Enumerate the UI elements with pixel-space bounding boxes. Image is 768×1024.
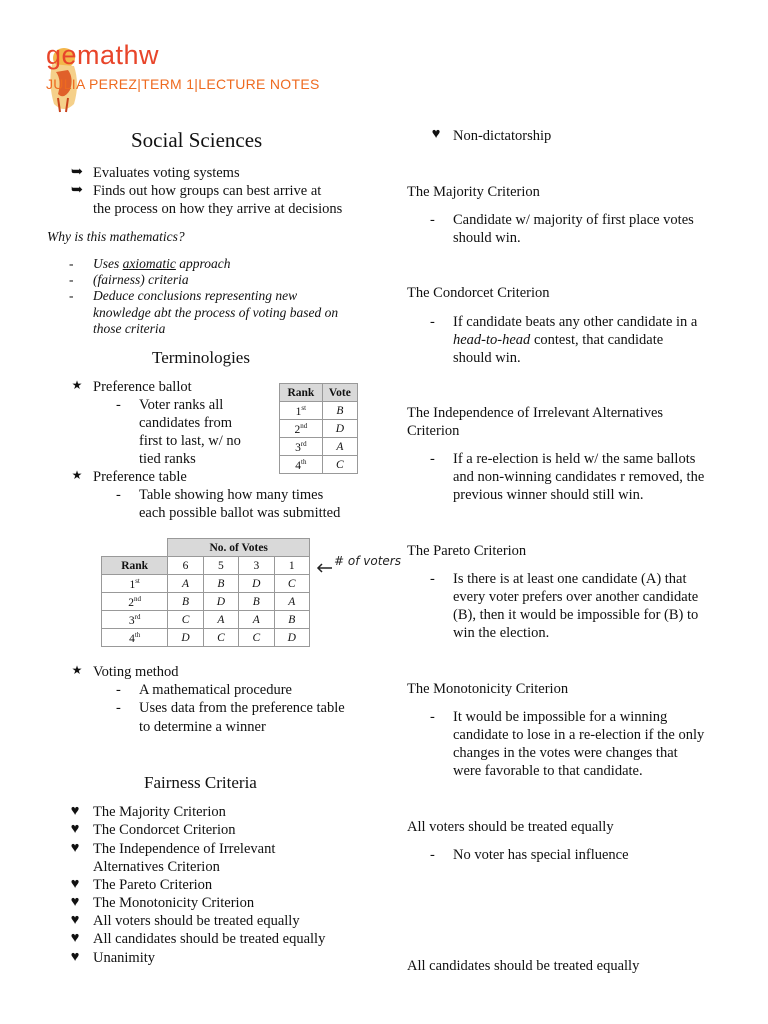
fairness-item: Unanimity: [93, 950, 156, 966]
fairness-item: Alternatives Criterion: [93, 859, 220, 875]
annotation-text-line: [334, 554, 401, 568]
dash-bullet: -: [430, 314, 435, 330]
rank-cell: 3rd: [102, 611, 168, 629]
why-heading: Why is this mathematics?: [47, 229, 185, 244]
vote-cell: A: [322, 438, 357, 456]
star-bullet-icon: ★: [71, 378, 83, 392]
criterion-desc: were favorable to that candidate.: [453, 763, 643, 779]
brand-title: gemathw: [46, 40, 160, 70]
section-title-terminologies: Terminologies: [152, 348, 250, 367]
term-desc: first to last, w/ no: [139, 433, 241, 449]
rank-cell: 1st: [102, 575, 168, 593]
dash-bullet: -: [69, 256, 74, 271]
term-desc: Voter ranks all: [139, 397, 224, 413]
dash-bullet: -: [116, 487, 121, 503]
heart-bullet-icon: ♥: [70, 894, 80, 910]
section-title-social-sciences: Social Sciences: [131, 128, 263, 152]
criterion-title: Criterion: [407, 423, 460, 439]
bullet-text: Finds out how groups can best arrive at: [93, 183, 322, 199]
fairness-item: All candidates should be treated equally: [93, 931, 326, 947]
pref-cell: D: [274, 629, 309, 647]
dash-bullet: -: [116, 682, 121, 698]
dash-bullet: -: [430, 451, 435, 467]
why-item: Uses axiomatic approach: [93, 256, 231, 271]
pref-cell: A: [274, 593, 309, 611]
criterion-desc: Is there is at least one candidate (A) that: [453, 571, 687, 587]
rank-cell: 2nd: [102, 593, 168, 611]
star-bullet-icon: ★: [71, 663, 83, 677]
dash-bullet: -: [430, 212, 435, 228]
criterion-desc: changes in the votes were changes that: [453, 745, 678, 761]
criterion-desc: win the election.: [453, 625, 550, 641]
pref-cell: A: [239, 611, 274, 629]
rank-cell: 3rd: [280, 438, 323, 456]
rank-cell: 4th: [102, 629, 168, 647]
rank-cell: 2nd: [280, 420, 323, 438]
fairness-item: The Pareto Criterion: [93, 877, 213, 893]
vote-count-cell: 3: [239, 557, 274, 575]
fairness-item: Non-dictatorship: [453, 128, 552, 144]
star-bullet-icon: ★: [71, 468, 83, 482]
term-desc: to determine a winner: [139, 719, 266, 735]
criterion-desc: should win.: [453, 230, 521, 246]
term-label: Voting method: [93, 664, 179, 680]
pref-cell: C: [168, 611, 203, 629]
criterion-desc: should win.: [453, 350, 521, 366]
fairness-item: All voters should be treated equally: [93, 913, 300, 929]
why-item: (fairness) criteria: [93, 272, 189, 287]
italic-phrase: head-to-head: [453, 332, 531, 348]
criterion-desc: (B), then it would be impossible for (B) to: [453, 607, 699, 623]
preference-table: [101, 538, 310, 647]
heart-bullet-icon: ♥: [70, 803, 80, 819]
term-desc: tied ranks: [139, 451, 196, 467]
pref-cell: C: [274, 575, 309, 593]
fairness-item: The Monotonicity Criterion: [93, 895, 255, 911]
dash-bullet: -: [430, 571, 435, 587]
pref-cell: B: [203, 575, 238, 593]
arrow-bullet-icon: ➥: [70, 164, 84, 180]
pref-cell: B: [168, 593, 203, 611]
why-item: knowledge abt the process of voting based on: [93, 305, 339, 320]
criterion-desc: It would be impossible for a winning: [453, 709, 668, 725]
vote-cell: D: [322, 420, 357, 438]
pref-cell: A: [203, 611, 238, 629]
criterion-desc: No voter has special influence: [453, 847, 629, 863]
term-desc: each possible ballot was submitted: [139, 505, 341, 521]
term-label: Preference table: [93, 469, 187, 485]
ballot-table: [279, 383, 358, 474]
arrow-bullet-icon: ➥: [70, 182, 84, 198]
pref-cell: C: [203, 629, 238, 647]
criterion-desc: If candidate beats any other candidate in a: [453, 314, 698, 330]
heart-bullet-icon: ♥: [70, 821, 80, 837]
criterion-title: The Majority Criterion: [407, 184, 540, 200]
vote-count-cell: 5: [203, 557, 238, 575]
section-title-fairness: Fairness Criteria: [144, 773, 257, 792]
term-desc: Table showing how many times: [139, 487, 324, 503]
heart-bullet-icon: ♥: [70, 912, 80, 928]
rank-cell: 1st: [280, 402, 323, 420]
header-subtitle: JULIA PEREZ|TERM 1|LECTURE NOTES: [46, 76, 320, 92]
term-desc: candidates from: [139, 415, 233, 431]
vote-cell: C: [322, 456, 357, 474]
ballot-table-header: Rank: [280, 384, 323, 402]
handwritten-annotation: [318, 552, 401, 586]
criterion-desc: previous winner should still win.: [453, 487, 644, 503]
pref-cell: B: [239, 593, 274, 611]
criterion-title: All voters should be treated equally: [407, 819, 614, 835]
bullet-text: Evaluates voting systems: [93, 165, 240, 181]
dash-bullet: -: [69, 272, 74, 287]
dash-bullet: -: [430, 709, 435, 725]
rank-cell: 4th: [280, 456, 323, 474]
heart-bullet-icon: ♥: [70, 930, 80, 946]
heart-bullet-icon: ♥: [70, 876, 80, 892]
fairness-item: The Condorcet Criterion: [93, 822, 236, 838]
votes-table-rank-header: Rank: [102, 557, 168, 575]
heart-bullet-icon: ♥: [431, 126, 441, 142]
dash-bullet: -: [116, 397, 121, 413]
vote-count-cell: 1: [274, 557, 309, 575]
term-desc: Uses data from the preference table: [139, 700, 345, 716]
dash-bullet: -: [69, 288, 74, 303]
votes-table-title: No. of Votes: [168, 539, 310, 557]
fairness-item: The Independence of Irrelevant: [93, 841, 276, 857]
criterion-desc: If a re-election is held w/ the same ballots: [453, 451, 696, 467]
annotation-text: # of voters: [334, 554, 401, 568]
vote-cell: B: [322, 402, 357, 420]
criterion-title: The Independence of Irrelevant Alternatives: [407, 405, 664, 421]
criterion-title: The Condorcet Criterion: [407, 285, 550, 301]
heart-bullet-icon: ♥: [70, 840, 80, 856]
criterion-desc: head-to-head contest, that candidate: [453, 332, 664, 348]
vote-count-cell: 6: [168, 557, 203, 575]
pref-cell: D: [168, 629, 203, 647]
pref-cell: A: [168, 575, 203, 593]
why-item: Deduce conclusions representing new: [93, 288, 298, 303]
term-desc: A mathematical procedure: [139, 682, 292, 698]
pref-cell: D: [203, 593, 238, 611]
criterion-title: The Monotonicity Criterion: [407, 681, 569, 697]
fairness-item: The Majority Criterion: [93, 804, 226, 820]
criterion-desc: and non-winning candidates r removed, the: [453, 469, 705, 485]
criterion-desc: every voter prefers over another candidate: [453, 589, 699, 605]
pref-cell: D: [239, 575, 274, 593]
criterion-title: All candidates should be treated equally: [407, 958, 640, 974]
dash-bullet: -: [116, 700, 121, 716]
dash-bullet: -: [430, 847, 435, 863]
pref-cell: C: [239, 629, 274, 647]
heart-bullet-icon: ♥: [70, 949, 80, 965]
criterion-title: The Pareto Criterion: [407, 543, 527, 559]
why-item: those criteria: [93, 321, 166, 336]
term-label: Preference ballot: [93, 379, 192, 395]
bullet-text: the process on how they arrive at decisions: [93, 201, 343, 217]
pref-cell: B: [274, 611, 309, 629]
criterion-desc: Candidate w/ majority of first place votes: [453, 212, 694, 228]
ballot-table-header: Vote: [322, 384, 357, 402]
criterion-desc: candidate to lose in a re-election if the only: [453, 727, 705, 743]
